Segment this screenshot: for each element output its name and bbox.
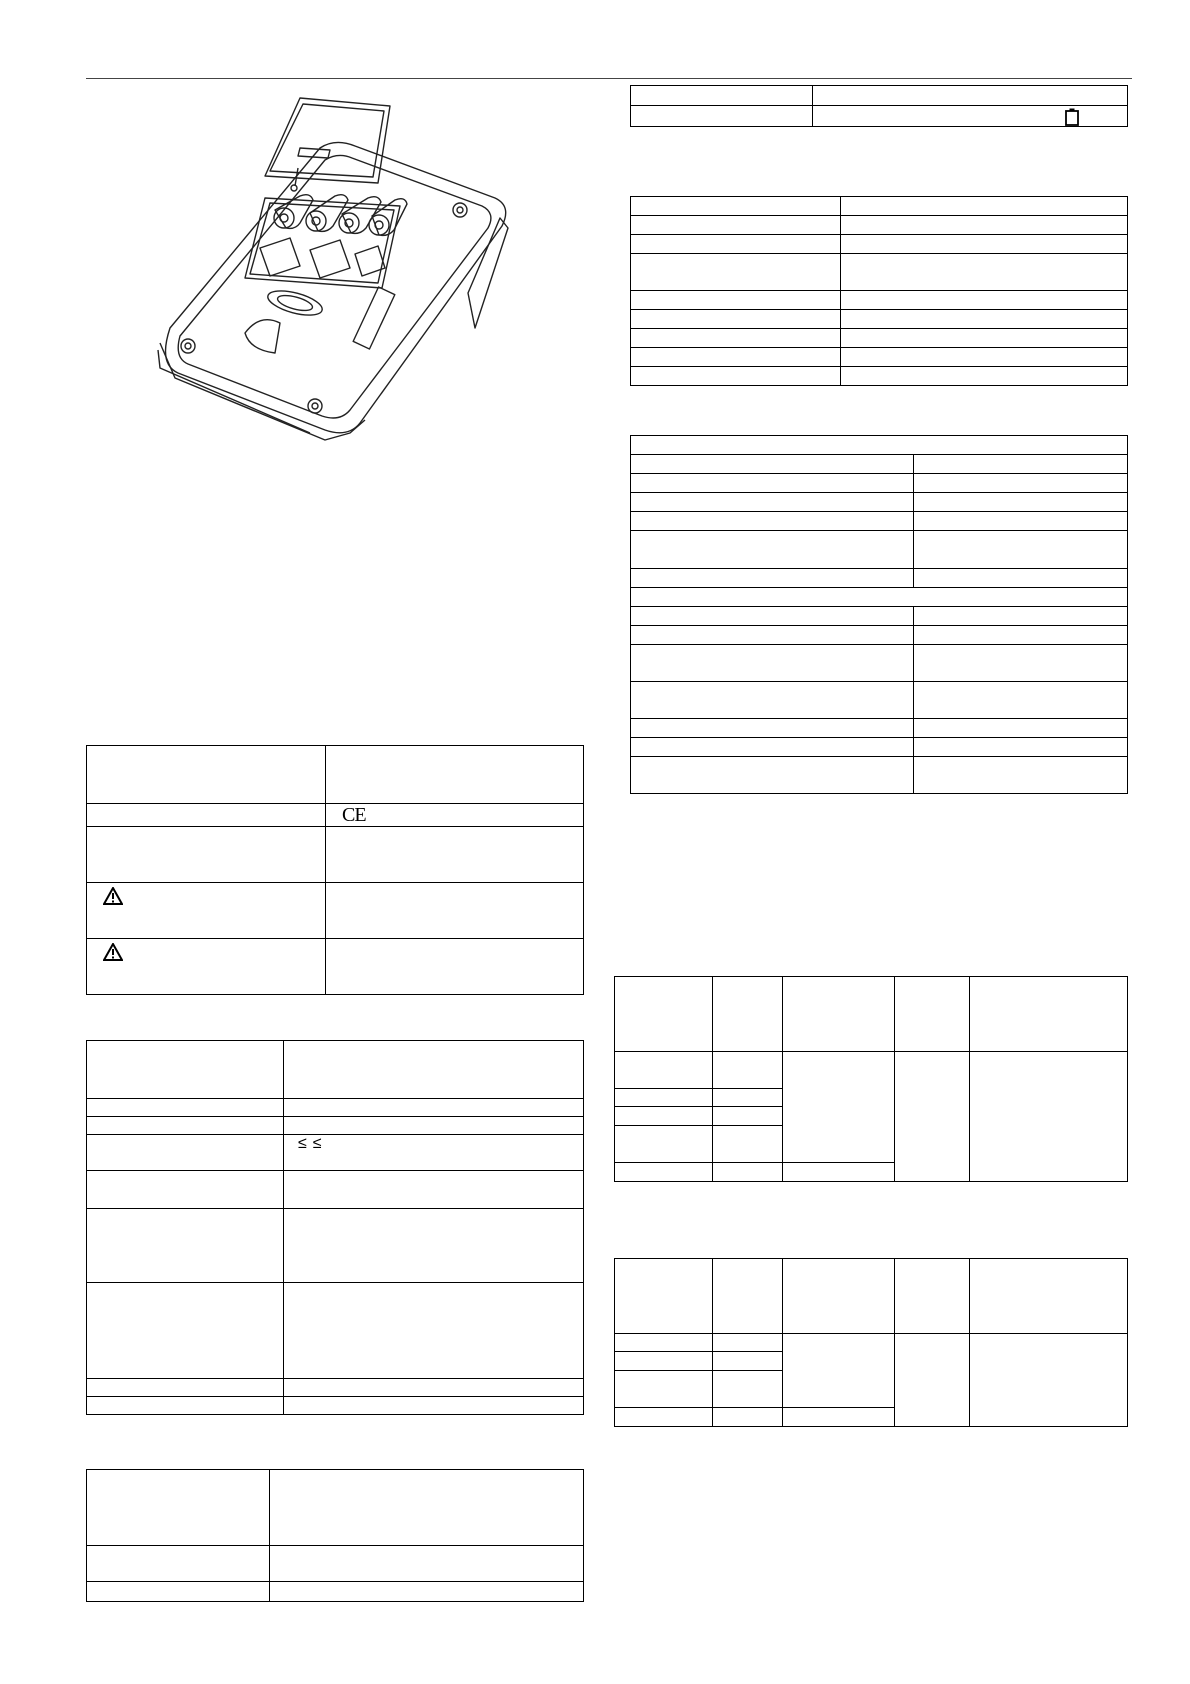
section-header	[631, 436, 1128, 455]
cell	[87, 1099, 284, 1117]
cell	[87, 1470, 270, 1546]
cell	[87, 1582, 270, 1602]
warning-triangle-icon	[103, 887, 123, 905]
cell	[326, 746, 584, 804]
general-table	[86, 1469, 584, 1602]
cell	[631, 531, 914, 569]
cell	[783, 1259, 895, 1334]
cell	[87, 1117, 284, 1135]
cell	[631, 738, 914, 757]
cell	[284, 1135, 584, 1171]
cell	[914, 493, 1128, 512]
cell	[783, 1052, 895, 1163]
cell	[326, 804, 584, 827]
cell	[783, 1163, 895, 1182]
cell	[326, 883, 584, 939]
cell	[895, 1334, 970, 1427]
cell	[841, 235, 1128, 254]
cell	[270, 1582, 584, 1602]
cell	[615, 1089, 713, 1107]
cell	[87, 1135, 284, 1171]
cell	[615, 1163, 713, 1182]
cell	[270, 1546, 584, 1582]
cell	[631, 329, 841, 348]
less-equal-symbol: ≤	[312, 1135, 322, 1152]
cell	[631, 682, 914, 719]
cell	[841, 329, 1128, 348]
cell	[631, 474, 914, 493]
range-accuracy-table-1	[614, 976, 1128, 1182]
cell	[284, 1117, 584, 1135]
cell	[87, 827, 326, 883]
cell	[87, 746, 326, 804]
cell	[87, 1379, 284, 1397]
cell	[615, 1371, 713, 1408]
symbol-table	[86, 745, 584, 995]
cell	[284, 1041, 584, 1099]
cell	[713, 1052, 783, 1089]
cell	[631, 512, 914, 531]
cell	[914, 569, 1128, 588]
cell	[914, 757, 1128, 794]
cell	[713, 1163, 783, 1182]
cell	[284, 1099, 584, 1117]
cell	[87, 1546, 270, 1582]
cell	[895, 1259, 970, 1334]
cell	[713, 1352, 783, 1371]
cell	[783, 1408, 895, 1427]
cell	[631, 216, 841, 235]
cell	[631, 569, 914, 588]
cell	[615, 1352, 713, 1371]
cell	[631, 254, 841, 291]
warning-triangle-icon	[103, 943, 123, 961]
cell	[87, 1283, 284, 1379]
specification-table	[86, 1040, 584, 1415]
cell	[841, 216, 1128, 235]
cell	[713, 1107, 783, 1126]
cell	[813, 86, 1128, 106]
cell	[631, 310, 841, 329]
cell	[87, 804, 326, 827]
cell	[970, 1052, 1128, 1182]
cell	[284, 1379, 584, 1397]
cell	[783, 1334, 895, 1408]
section-header	[631, 588, 1128, 607]
cell	[615, 1052, 713, 1089]
header-rule	[86, 78, 1132, 79]
cell	[713, 1089, 783, 1107]
cell	[914, 738, 1128, 757]
cell	[87, 1171, 284, 1209]
cell	[841, 197, 1128, 216]
display-table	[630, 85, 1128, 127]
environment-table	[630, 435, 1128, 794]
cell	[631, 626, 914, 645]
cell	[615, 977, 713, 1052]
cell	[914, 682, 1128, 719]
cell	[284, 1283, 584, 1379]
cell	[87, 1041, 284, 1099]
cell	[713, 1334, 783, 1352]
cell	[631, 493, 914, 512]
cell	[631, 607, 914, 626]
cell	[615, 1334, 713, 1352]
cell	[284, 1397, 584, 1415]
cell	[631, 86, 813, 106]
cell	[914, 719, 1128, 738]
cell	[87, 939, 326, 995]
cell	[914, 512, 1128, 531]
cell	[970, 977, 1128, 1052]
cell	[631, 348, 841, 367]
cell	[326, 939, 584, 995]
cell	[270, 1470, 584, 1546]
cell	[914, 645, 1128, 682]
cell	[326, 827, 584, 883]
cell	[841, 367, 1128, 386]
cell	[970, 1259, 1128, 1334]
cell	[813, 106, 1128, 127]
cell	[713, 1126, 783, 1163]
battery-icon	[1065, 108, 1079, 126]
cell	[87, 1209, 284, 1283]
cell	[631, 367, 841, 386]
cell	[631, 106, 813, 127]
cell	[914, 455, 1128, 474]
less-equal-symbol: ≤	[298, 1135, 307, 1152]
ce-mark: CE	[342, 804, 366, 826]
cell	[914, 626, 1128, 645]
cell	[631, 291, 841, 310]
cell	[615, 1126, 713, 1163]
cell	[87, 883, 326, 939]
cell	[631, 719, 914, 738]
battery-compartment-illustration	[150, 88, 510, 448]
cell	[631, 757, 914, 794]
cell	[631, 645, 914, 682]
cell	[713, 1408, 783, 1427]
cell	[914, 531, 1128, 569]
cell	[914, 474, 1128, 493]
cell	[713, 977, 783, 1052]
range-accuracy-table-2	[614, 1258, 1128, 1427]
cell	[914, 607, 1128, 626]
cell	[713, 1259, 783, 1334]
cell	[783, 977, 895, 1052]
cell	[631, 455, 914, 474]
features-table	[630, 196, 1128, 386]
cell	[713, 1371, 783, 1408]
cell	[284, 1209, 584, 1283]
cell	[841, 348, 1128, 367]
cell	[615, 1107, 713, 1126]
cell	[841, 310, 1128, 329]
cell	[87, 1397, 284, 1415]
cell	[615, 1408, 713, 1427]
cell	[631, 235, 841, 254]
cell	[615, 1259, 713, 1334]
cell	[895, 977, 970, 1052]
cell	[284, 1171, 584, 1209]
cell	[895, 1052, 970, 1182]
cell	[970, 1334, 1128, 1427]
cell	[841, 254, 1128, 291]
cell	[841, 291, 1128, 310]
cell	[631, 197, 841, 216]
